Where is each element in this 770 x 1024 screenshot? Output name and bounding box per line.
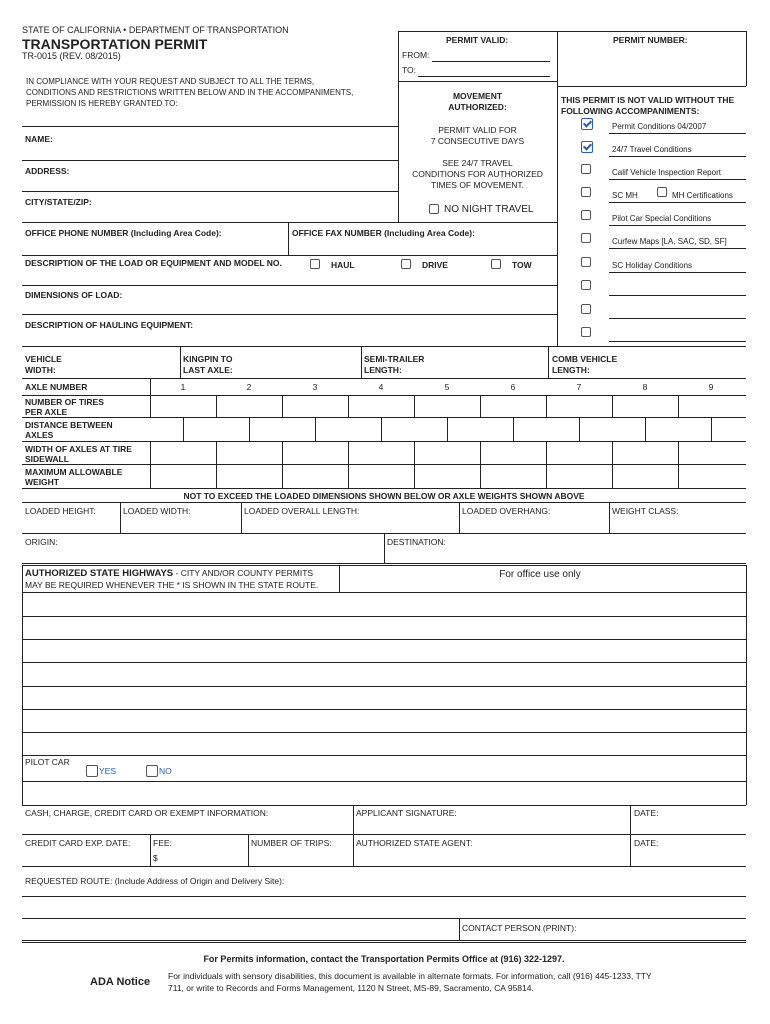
checkbox-mh-cert[interactable] [657, 187, 667, 197]
drive-label: DRIVE [422, 260, 448, 270]
max-weight-label-2: WEIGHT [25, 477, 59, 487]
extra-accompaniment-field[interactable] [609, 341, 746, 342]
distance-label-1: DISTANCE BETWEEN [25, 420, 113, 430]
axle-number-label: AXLE NUMBER [25, 382, 88, 392]
accompaniment-item: SC Holiday Conditions [612, 261, 693, 270]
form-id: TR-0015 (REV. 08/2015) [22, 51, 121, 61]
axle-number: 9 [708, 382, 714, 392]
checkbox-curfew-maps[interactable] [581, 233, 591, 243]
axle-number: 4 [378, 382, 384, 392]
movement-label-2: AUTHORIZED: [448, 102, 507, 112]
width-axles-label-1: WIDTH OF AXLES AT TIRE [25, 444, 132, 454]
checkbox-247-travel[interactable] [581, 141, 593, 153]
checkbox-pilot-conditions[interactable] [581, 210, 591, 220]
hauling-label: DESCRIPTION OF HAULING EQUIPMENT: [25, 320, 194, 330]
agency-line: STATE OF CALIFORNIA • DEPARTMENT OF TRANSPORTATION [22, 25, 289, 35]
checkbox-extra-3[interactable] [581, 327, 591, 337]
form-title: TRANSPORTATION PERMIT [22, 36, 208, 52]
valid-days-2: 7 CONSECUTIVE DAYS [430, 136, 525, 146]
compliance-line-2: CONDITIONS AND RESTRICTIONS WRITTEN BELOW AND IN THE ACCOMPANIMENTS, [26, 88, 354, 97]
distance-label-2: AXLES [25, 430, 54, 440]
description-label: DESCRIPTION OF THE LOAD OR EQUIPMENT AND MODEL NO. [25, 258, 282, 268]
office-use-label: For office use only [499, 569, 581, 580]
pilot-yes-label: YES [99, 766, 117, 776]
semi-trailer-2: LENGTH: [364, 365, 402, 375]
contact-person-label: CONTACT PERSON (PRINT): [462, 923, 577, 933]
permit-valid-label: PERMIT VALID: [446, 35, 509, 45]
phone-label: OFFICE PHONE NUMBER (Including Area Code): [25, 228, 222, 238]
dimensions-label: DIMENSIONS OF LOAD: [25, 290, 123, 300]
loaded-overhang-label: LOADED OVERHANG: [462, 506, 551, 516]
movement-label-1: MOVEMENT [452, 91, 503, 101]
width-axles-label-2: SIDEWALL [25, 454, 69, 464]
ada-notice-line-1: For individuals with sensory disabilities, this document is available in alternate formats. For information, call (916) 445-1233, TTY [168, 971, 652, 981]
pilot-no-checkbox[interactable] [146, 765, 158, 777]
date-label: DATE: [634, 808, 659, 818]
name-label: NAME: [25, 134, 53, 144]
accompaniments-head-2: FOLLOWING ACCOMPANIMENTS: [561, 106, 700, 116]
destination-label: DESTINATION: [387, 537, 446, 547]
haul-checkbox[interactable] [310, 259, 320, 269]
tires-label-1: NUMBER OF TIRES [25, 397, 104, 407]
semi-trailer-1: SEMI-TRAILER [364, 354, 425, 364]
see-247-1: SEE 24/7 TRAVEL [442, 158, 513, 168]
ada-notice-label: ADA Notice [90, 976, 151, 988]
kingpin-2: LAST AXLE: [183, 365, 233, 375]
accompaniment-item: 24/7 Travel Conditions [612, 145, 692, 154]
highways-title: AUTHORIZED STATE HIGHWAYS [25, 568, 174, 579]
permit-info-line: For Permits information, contact the Transportation Permits Office at (916) 322-1297. [203, 954, 565, 964]
max-weight-label-1: MAXIMUM ALLOWABLE [25, 467, 123, 477]
highways-note: MAY BE REQUIRED WHENEVER THE * IS SHOWN IN THE STATE ROUTE. [25, 580, 319, 590]
kingpin-1: KINGPIN TO [183, 354, 233, 364]
axle-number: 5 [444, 382, 450, 392]
fax-label: OFFICE FAX NUMBER (Including Area Code): [292, 228, 475, 238]
checkbox-holiday[interactable] [581, 257, 591, 267]
date-label: DATE: [634, 838, 659, 848]
loaded-length-label: LOADED OVERALL LENGTH: [244, 506, 360, 516]
tow-label: TOW [512, 260, 532, 270]
axle-number: 3 [312, 382, 318, 392]
from-field[interactable] [432, 61, 550, 62]
city-label: CITY/STATE/ZIP: [25, 197, 92, 207]
highways-title-line [25, 568, 313, 579]
highways-subtitle: - CITY AND/OR COUNTY PERMITS [173, 568, 314, 578]
trips-label: NUMBER OF TRIPS: [251, 838, 332, 848]
mh-cert-label: MH Certifications [672, 191, 733, 200]
axle-number: 1 [180, 382, 186, 392]
comb-vehicle-2: LENGTH: [552, 365, 590, 375]
no-night-travel-checkbox[interactable] [429, 204, 439, 214]
accompaniment-item: SC MH [612, 191, 638, 200]
comb-vehicle-1: COMB VEHICLE [552, 354, 618, 364]
haul-label: HAUL [331, 260, 355, 270]
loaded-width-label: LOADED WIDTH: [123, 506, 191, 516]
see-247-2: CONDITIONS FOR AUTHORIZED [412, 169, 543, 179]
origin-label: ORIGIN: [25, 537, 58, 547]
axle-number: 7 [576, 382, 582, 392]
axle-number: 6 [510, 382, 516, 392]
address-label: ADDRESS: [25, 166, 70, 176]
compliance-line-1: IN COMPLIANCE WITH YOUR REQUEST AND SUBJECT TO ALL THE TERMS, [26, 77, 315, 86]
to-label: TO: [402, 65, 417, 75]
permit-number-label: PERMIT NUMBER: [613, 35, 688, 45]
extra-accompaniment-field[interactable] [609, 318, 746, 319]
accompaniment-item: Calif Vehicle Inspection Report [612, 168, 721, 177]
accompaniment-item: Permit Conditions 04/2007 [612, 122, 707, 131]
tow-checkbox[interactable] [491, 259, 501, 269]
requested-route-label: REQUESTED ROUTE: (Include Address of Origin and Delivery Site): [25, 876, 285, 886]
cash-label: CASH, CHARGE, CREDIT CARD OR EXEMPT INFORMATION: [25, 808, 269, 818]
accompaniments-head-1: THIS PERMIT IS NOT VALID WITHOUT THE [561, 95, 735, 105]
axle-number: 8 [642, 382, 648, 392]
requested-route-field[interactable] [22, 896, 746, 897]
checkbox-permit-conditions[interactable] [581, 118, 593, 130]
drive-checkbox[interactable] [401, 259, 411, 269]
pilot-yes-checkbox[interactable] [86, 765, 98, 777]
fee-label: FEE: [153, 838, 172, 848]
checkbox-extra-1[interactable] [581, 280, 591, 290]
pilot-car-label: PILOT CAR [25, 757, 70, 767]
checkbox-sc-mh[interactable] [581, 187, 591, 197]
no-night-travel-label: NO NIGHT TRAVEL [444, 204, 534, 215]
fee-dollar: $ [153, 853, 158, 863]
weight-class-label: WEIGHT CLASS: [612, 506, 679, 516]
accompaniment-item: Pilot Car Special Conditions [612, 214, 712, 223]
from-label: FROM: [402, 50, 430, 60]
state-agent-label: AUTHORIZED STATE AGENT: [356, 838, 473, 848]
checkbox-inspection-report[interactable] [581, 164, 591, 174]
pilot-no-label: NO [159, 766, 172, 776]
extra-accompaniment-field[interactable] [609, 295, 746, 296]
to-field[interactable] [418, 76, 550, 77]
accompaniment-item: Curfew Maps [LA, SAC, SD, SF] [612, 237, 727, 246]
exp-date-label: CREDIT CARD EXP. DATE: [25, 838, 131, 848]
loaded-height-label: LOADED HEIGHT: [25, 506, 96, 516]
vehicle-width-1: VEHICLE [25, 354, 62, 364]
see-247-3: TIMES OF MOVEMENT. [430, 180, 525, 190]
loaded-note: NOT TO EXCEED THE LOADED DIMENSIONS SHOWN BELOW OR AXLE WEIGHTS SHOWN ABOVE [183, 491, 585, 501]
compliance-line-3: PERMISSION IS HEREBY GRANTED TO: [26, 99, 178, 108]
tires-label-2: PER AXLE [25, 407, 68, 417]
applicant-signature-label: APPLICANT SIGNATURE: [356, 808, 457, 818]
vehicle-width-2: WIDTH: [25, 365, 56, 375]
valid-days-1: PERMIT VALID FOR [438, 125, 517, 135]
checkbox-extra-2[interactable] [581, 304, 591, 314]
axle-number: 2 [246, 382, 252, 392]
ada-notice-line-2: 711, or write to Records and Forms Management, 1120 N Street, MS-89, Sacramento, CA 95814. [168, 983, 534, 993]
